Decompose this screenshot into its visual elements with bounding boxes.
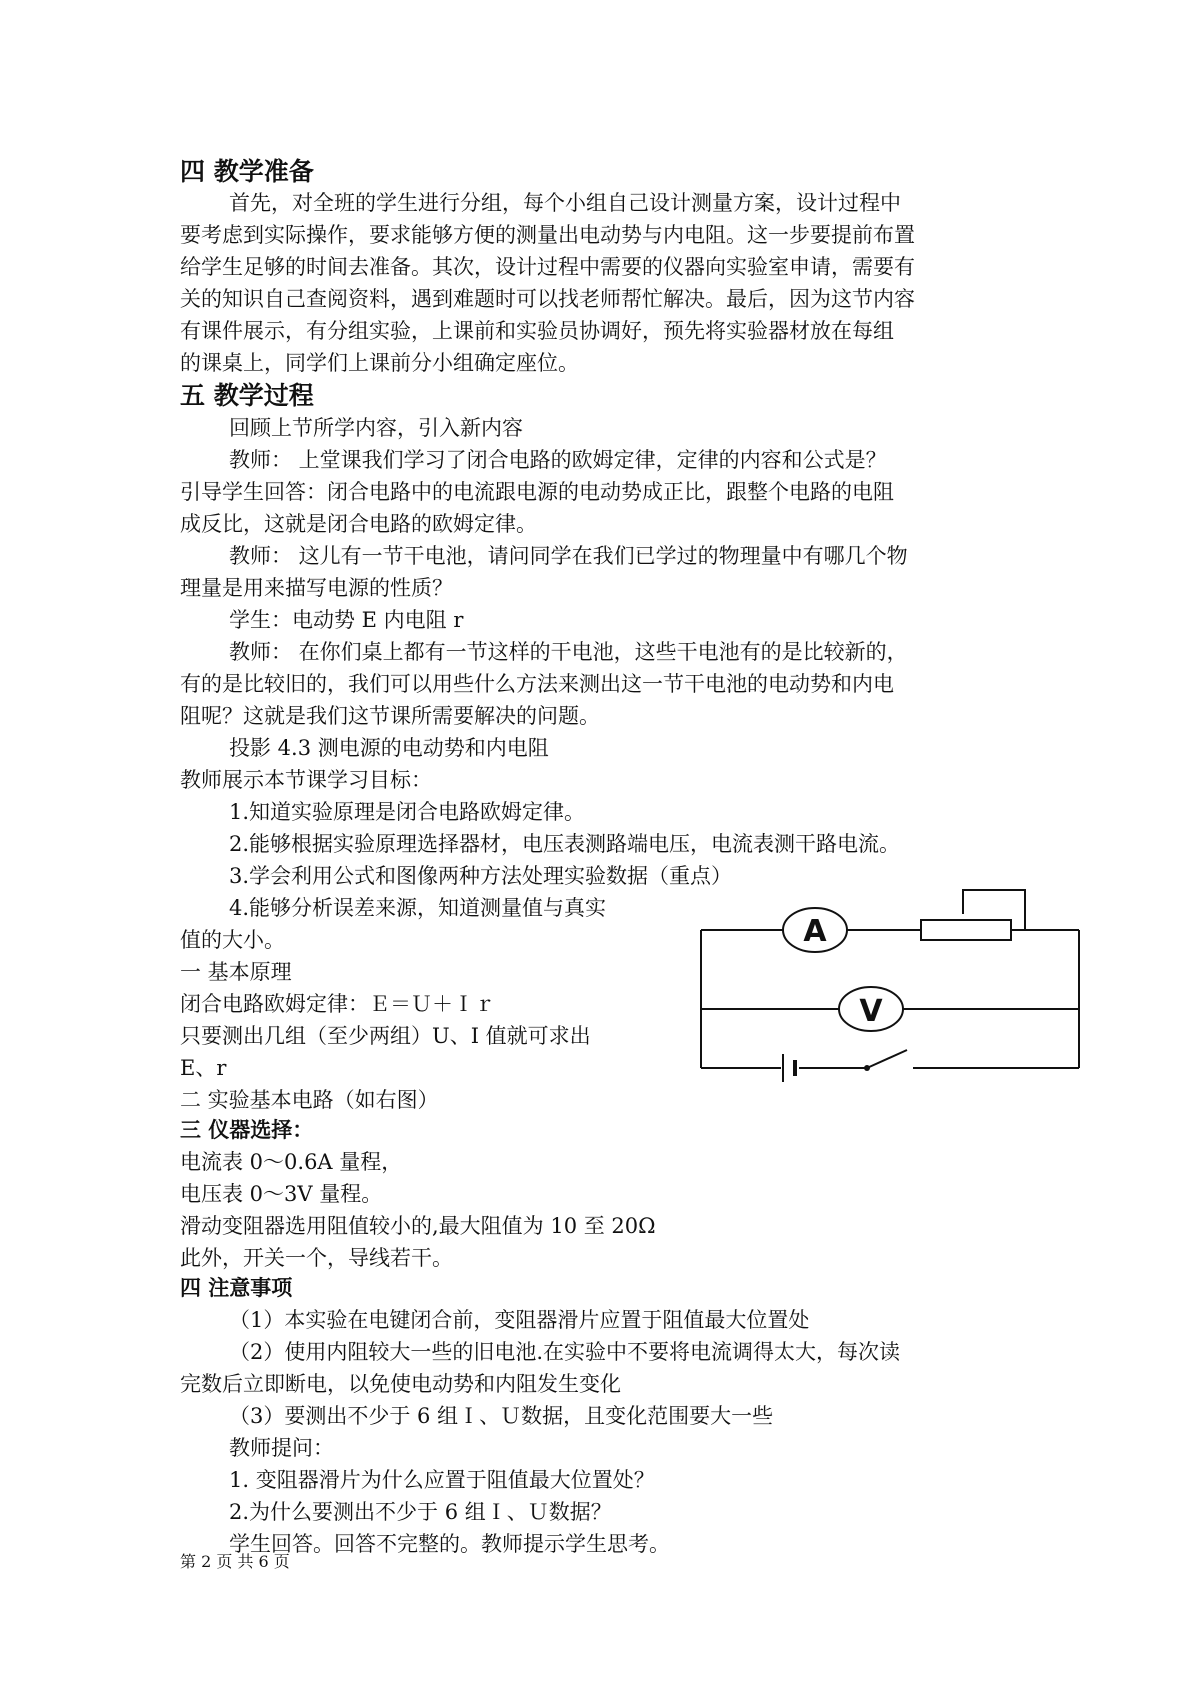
page-footer: 第 2 页 共 6 页 — [180, 1552, 290, 1571]
paragraph-line: 引导学生回答：闭合电路中的电流跟电源的电动势成正比，跟整个电路的电阻 — [180, 480, 894, 504]
subheading-instruments: 三 仪器选择： — [180, 1118, 314, 1142]
formula-line: 闭合电路欧姆定律：Ｅ＝Ｕ＋Ｉｒ — [180, 992, 495, 1016]
objective-item: 3.学会利用公式和图像两种方法处理实验数据（重点） — [229, 864, 733, 888]
paragraph-line: 成反比，这就是闭合电路的欧姆定律。 — [180, 512, 537, 536]
paragraph-line: 首先，对全班的学生进行分组，每个小组自己设计测量方案，设计过程中 — [229, 191, 901, 215]
paragraph-line: 教师提问： — [229, 1436, 334, 1460]
paragraph-line: 回顾上节所学内容，引入新内容 — [229, 416, 523, 440]
paragraph-line: 有课件展示，有分组实验，上课前和实验员协调好，预先将实验器材放在每组 — [180, 319, 894, 343]
question-item: 2.为什么要测出不少于 6 组Ｉ、Ｕ数据？ — [229, 1500, 612, 1524]
objective-item: 2.能够根据实验原理选择器材，电压表测路端电压，电流表测干路电流。 — [229, 832, 901, 856]
objective-item: 4.能够分析误差来源，知道测量值与真实 — [229, 896, 607, 920]
paragraph-line: 教师展示本节课学习目标： — [180, 768, 432, 792]
paragraph-line: E、r — [180, 1056, 227, 1080]
subheading-notes: 四 注意事项 — [180, 1276, 293, 1300]
paragraph-line: 理量是用来描写电源的性质？ — [180, 576, 453, 600]
paragraph-line: 有的是比较旧的，我们可以用些什么方法来测出这一节干电池的电动势和内电 — [180, 672, 894, 696]
instrument-item: 电压表 0～3V 量程。 — [180, 1182, 383, 1206]
ammeter-label: A — [803, 914, 827, 949]
instrument-item: 此外，开关一个，导线若干。 — [180, 1246, 453, 1270]
paragraph-line: 要考虑到实际操作，要求能够方便的测量出电动势与内电阻。这一步要提前布置 — [180, 223, 915, 247]
section-heading-preparation: 四 教学准备 — [180, 157, 314, 186]
switch-pivot — [864, 1065, 870, 1071]
note-item: 完数后立即断电，以免使电动势和内阻发生变化 — [180, 1372, 621, 1396]
objective-item: 1.知道实验原理是闭合电路欧姆定律。 — [229, 800, 586, 824]
paragraph-line: 投影 4.3 测电源的电动势和内电阻 — [229, 736, 549, 760]
switch-blade — [867, 1050, 907, 1068]
rheostat-slider-wire — [963, 890, 1025, 930]
paragraph-line: 教师： 上堂课我们学习了闭合电路的欧姆定律，定律的内容和公式是？ — [229, 448, 887, 472]
paragraph-line: 阻呢？这就是我们这节课所需要解决的问题。 — [180, 704, 600, 728]
circuit-diagram — [695, 880, 1085, 1100]
note-item: （1）本实验在电键闭合前，变阻器滑片应置于阻值最大位置处 — [229, 1308, 810, 1332]
question-item: 1. 变阻器滑片为什么应置于阻值最大位置处？ — [229, 1468, 655, 1492]
paragraph-line: 教师： 在你们桌上都有一节这样的干电池，这些干电池有的是比较新的， — [229, 640, 908, 664]
voltmeter-label: V — [859, 994, 883, 1029]
paragraph-line: 学生：电动势 E 内电阻 r — [229, 608, 464, 632]
note-item: （2）使用内阻较大一些的旧电池.在实验中不要将电流调得太大，每次读 — [229, 1340, 901, 1364]
paragraph-line: 值的大小。 — [180, 928, 285, 952]
paragraph-line: 的课桌上，同学们上课前分小组确定座位。 — [180, 351, 579, 375]
paragraph-line: 学生回答。回答不完整的。教师提示学生思考。 — [229, 1532, 670, 1556]
subheading-circuit: 二 实验基本电路（如右图） — [180, 1088, 439, 1112]
paragraph-line: 只要测出几组（至少两组）U、I 值就可求出 — [180, 1024, 591, 1048]
paragraph-line: 给学生足够的时间去准备。其次，设计过程中需要的仪器向实验室申请，需要有 — [180, 255, 915, 279]
section-heading-process: 五 教学过程 — [180, 381, 314, 410]
paragraph-line: 教师： 这儿有一节干电池，请问同学在我们已学过的物理量中有哪几个物 — [229, 544, 908, 568]
rheostat-resistor — [921, 920, 1011, 940]
note-item: （3）要测出不少于 6 组Ｉ、Ｕ数据，且变化范围要大一些 — [229, 1404, 774, 1428]
paragraph-line: 关的知识自己查阅资料，遇到难题时可以找老师帮忙解决。最后，因为这节内容 — [180, 287, 915, 311]
instrument-item: 滑动变阻器选用阻值较小的,最大阻值为 10 至 20Ω — [180, 1214, 656, 1238]
instrument-item: 电流表 0～0.6A 量程， — [180, 1150, 403, 1174]
subheading-principle: 一 基本原理 — [180, 960, 292, 984]
